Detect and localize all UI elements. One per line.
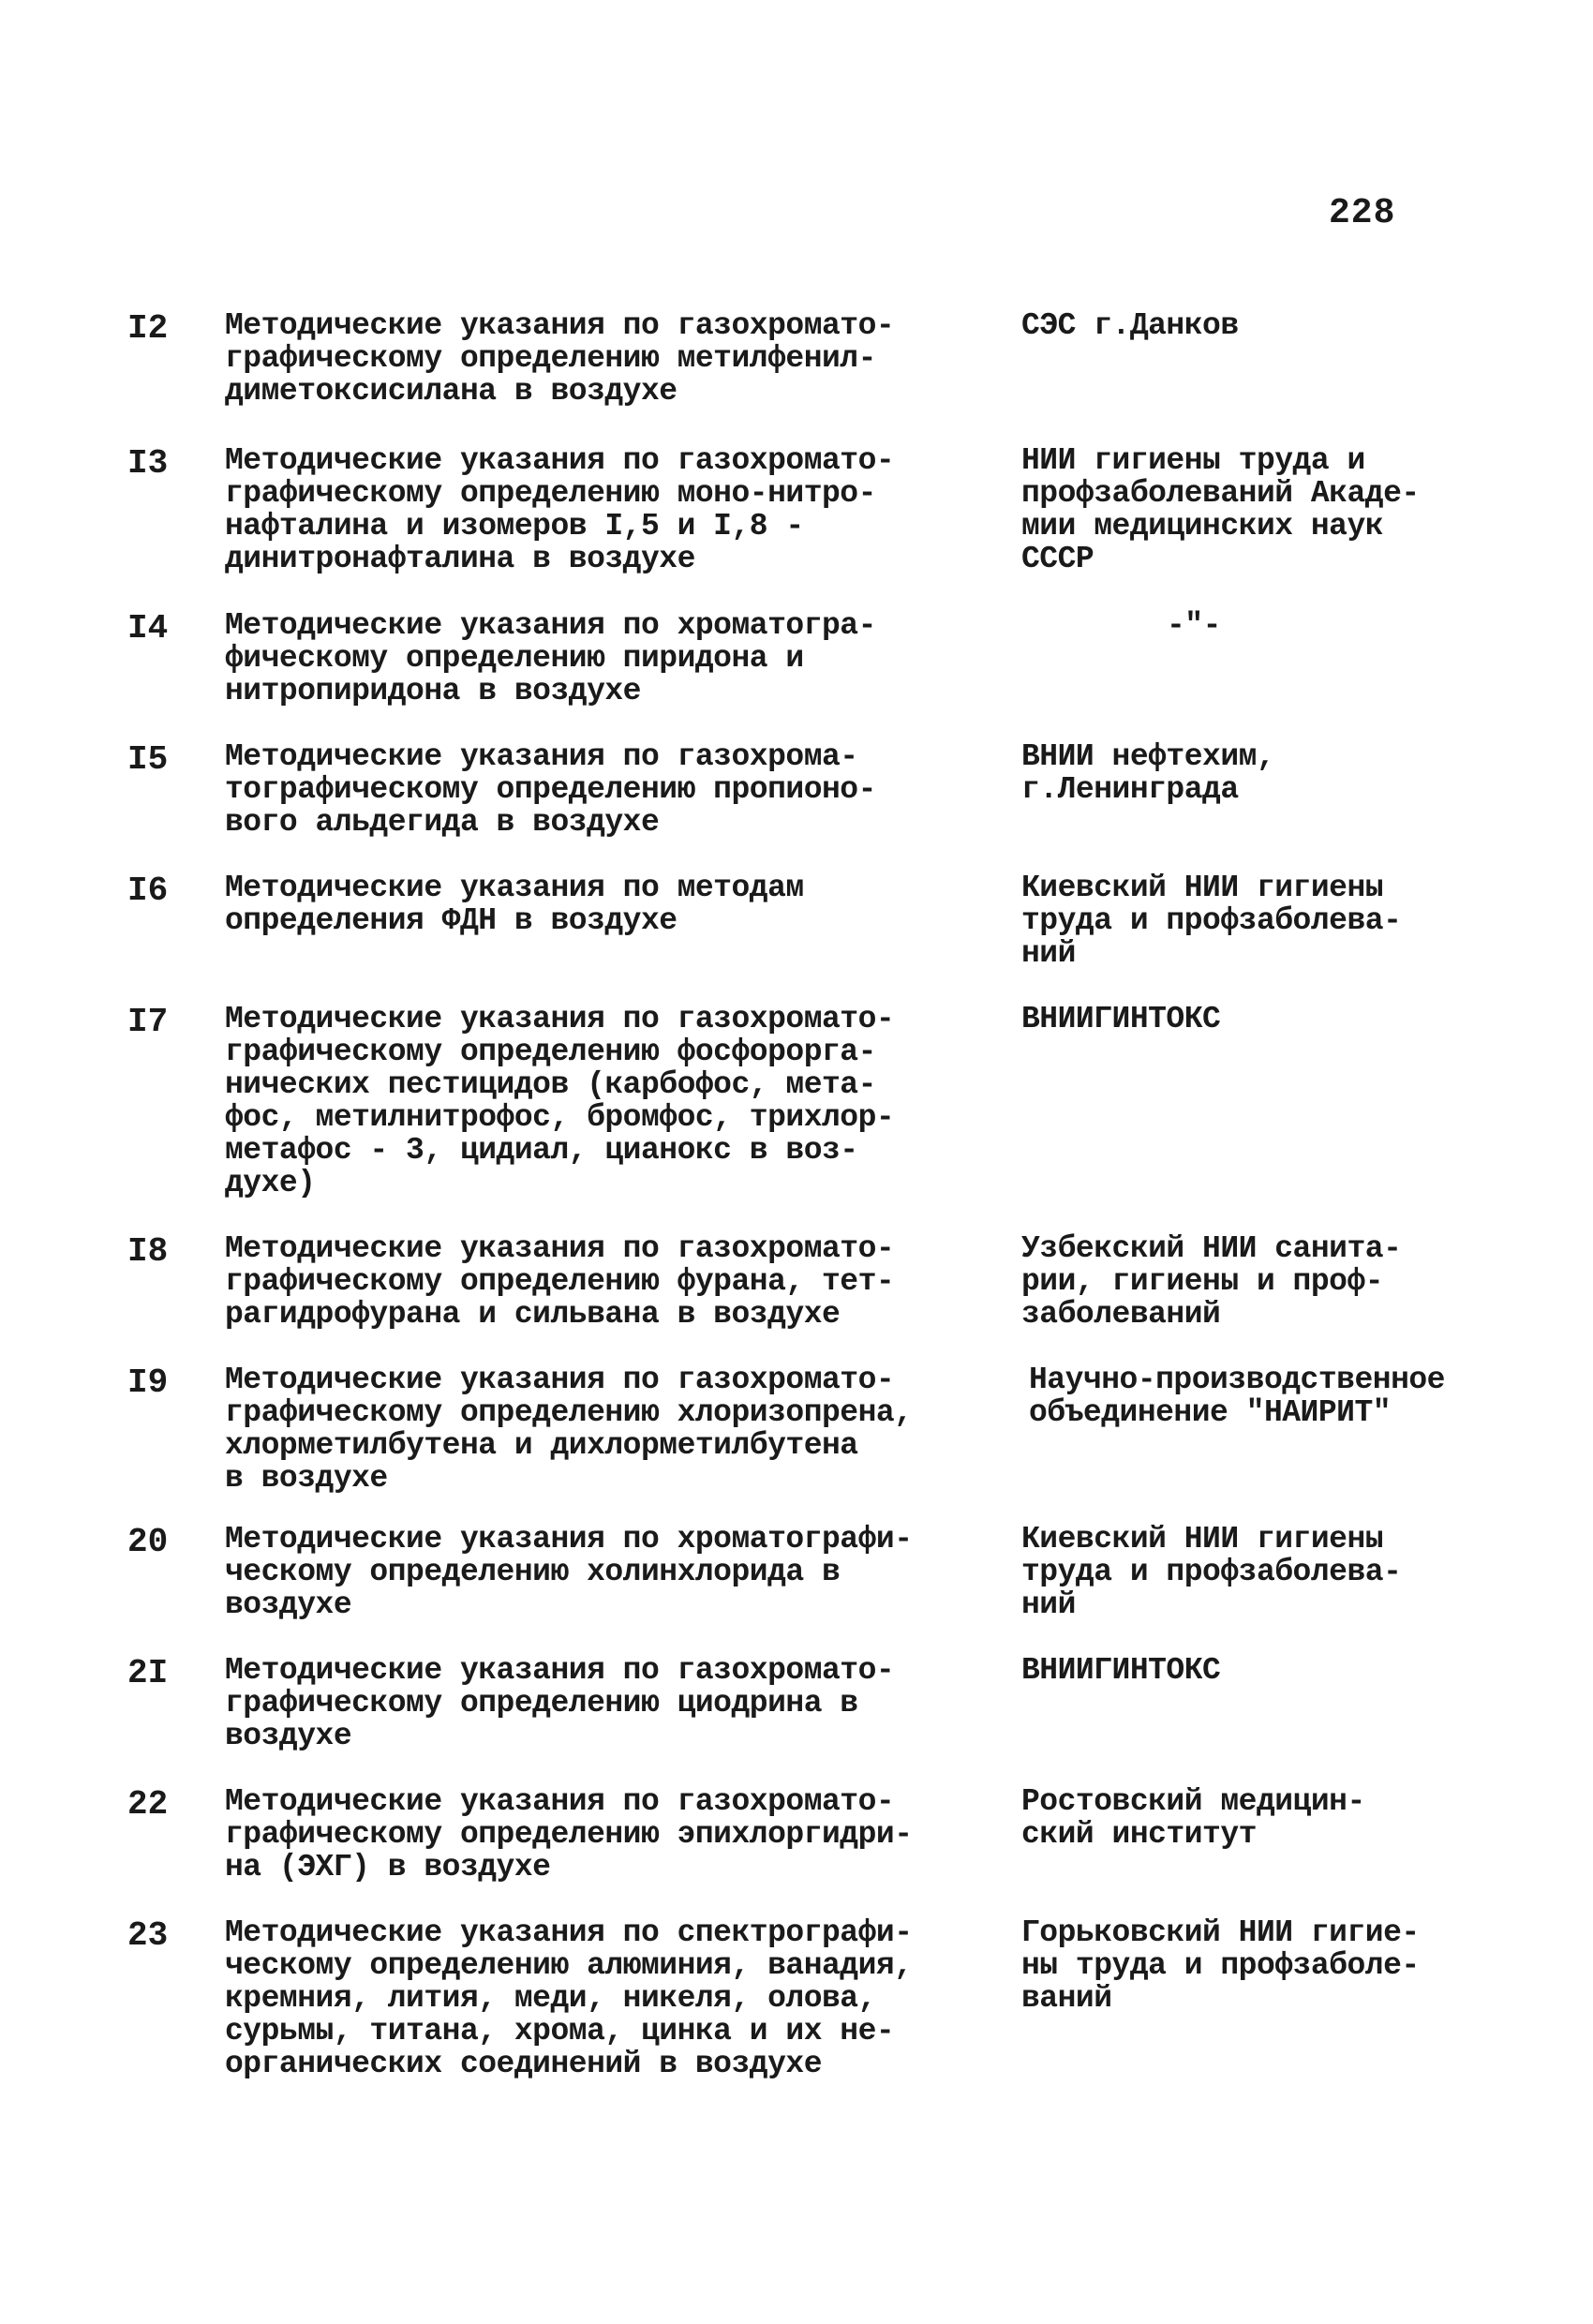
entry-number: 22 [127, 1785, 169, 1824]
entry-title: Методические указания по газохромато- графическому определению циодрина в воздухе [225, 1653, 895, 1753]
entry-title: Методические указания по газохромато- графическому определению моно-нитро- нафталина и изомеров I,5 и I,8 - динитронафталина в воздухе [225, 443, 895, 576]
entry-title: Методические указания по газохромато- графическому определению фосфорорга- нических пестицидов (карбофос, мета- фос, метилнитрофос, бромфос, трихлор- метафос - 3, цидиал, цианокс в воз- духе) [225, 1002, 895, 1200]
entry-number: 2I [127, 1654, 169, 1692]
entry-organization: СЭС г.Данков [1021, 308, 1239, 343]
entry-organization: ВНИИ нефтехим, г.Ленинграда [1021, 739, 1275, 807]
entry-number: I9 [127, 1363, 169, 1402]
entry-number: I8 [127, 1232, 169, 1271]
entry-organization: Киевский НИИ гигиены труда и профзаболева- ний [1021, 1522, 1402, 1622]
entry-title: Методические указания по газохрома- тографическому определению пропионо- вого альдегида в воздухе [225, 739, 876, 840]
entry-title: Методические указания по спектрографи- ческому определению алюминия, ванадия, кремния, лития, меди, никеля, олова, сурьмы, титана, хрома, цинка и их не- органических соединений в воздухе [225, 1915, 913, 2081]
entry-number: I4 [127, 609, 169, 648]
entry-title: Методические указания по газохромато- графическому определению метилфенил- диметоксисилана в воздухе [225, 308, 895, 409]
entry-organization: Научно-производственное объединение "НАИРИТ" [1029, 1363, 1445, 1430]
entry-number: I5 [127, 740, 169, 779]
entry-title: Методические указания по газохромато- графическому определению эпихлоргидри- на (ЭХГ) в воздухе [225, 1784, 913, 1885]
entry-number: 20 [127, 1523, 169, 1561]
entry-title: Методические указания по газохромато- графическому определению фурана, тет- рагидрофурана и сильвана в воздухе [225, 1231, 895, 1332]
entry-number: I7 [127, 1003, 169, 1041]
entry-number: 23 [127, 1916, 169, 1955]
entry-title: Методические указания по методам определения ФДН в воздухе [225, 871, 804, 938]
entry-title: Методические указания по хроматографи- ческому определению холинхлорида в воздухе [225, 1522, 913, 1622]
entry-number: I6 [127, 872, 169, 910]
entry-organization: ВНИИГИНТОКС [1021, 1653, 1221, 1688]
entry-organization: ВНИИГИНТОКС [1021, 1002, 1221, 1036]
entry-organization: НИИ гигиены труда и профзаболеваний Акаде- мии медицинских наук СССР [1021, 443, 1420, 576]
entry-number: I2 [127, 309, 169, 348]
entry-organization: Горьковский НИИ гигие- ны труда и профзаболе- ваний [1021, 1915, 1420, 2016]
entry-number: I3 [127, 444, 169, 483]
entry-organization: Ростовский медицин- ский институт [1021, 1784, 1365, 1852]
entry-title: Методические указания по хроматогра- фическому определению пиридона и нитропиридона в воздухе [225, 608, 876, 708]
page-number: 228 [1329, 193, 1396, 233]
entry-organization: Киевский НИИ гигиены труда и профзаболева- ний [1021, 871, 1402, 971]
entry-organization: -"- [1167, 608, 1221, 643]
entry-organization: Узбекский НИИ санита- рии, гигиены и проф- заболеваний [1021, 1231, 1402, 1332]
entry-title: Методические указания по газохромато- графическому определению хлоризопрена, хлорметилбутена и дихлорметилбутена в воздухе [225, 1363, 913, 1496]
